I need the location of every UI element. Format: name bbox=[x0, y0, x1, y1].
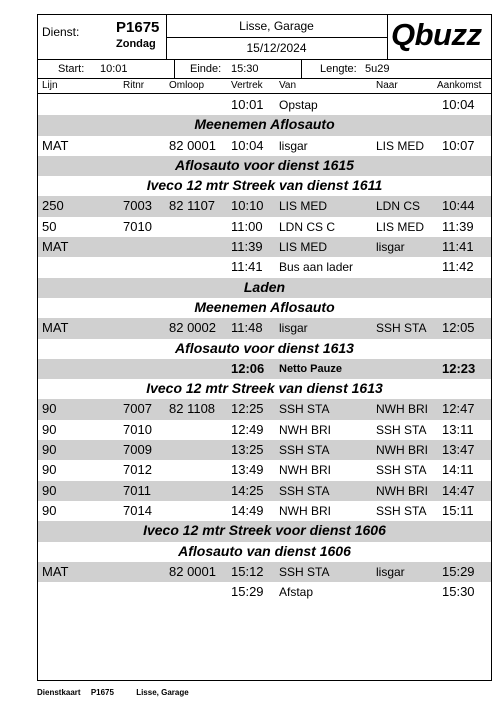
section-heading bbox=[38, 115, 491, 135]
trip-row bbox=[38, 318, 491, 338]
trip-row bbox=[38, 399, 491, 419]
end-label: Einde: bbox=[190, 63, 222, 75]
cell-omloop: 82 0002 bbox=[169, 320, 216, 336]
col-omloop: Omloop bbox=[169, 80, 205, 91]
cell-van: Opstap bbox=[279, 98, 318, 112]
col-aankomst: Aankomst bbox=[437, 80, 482, 91]
cell-vertrek: 15:12 bbox=[231, 563, 264, 579]
cell-omloop: 82 1108 bbox=[169, 401, 216, 417]
cell-vertrek: 11:48 bbox=[231, 320, 263, 336]
cell-ritnr: 7007 bbox=[123, 401, 152, 417]
cell-vertrek: 11:41 bbox=[231, 259, 263, 275]
cell-aankomst: 10:04 bbox=[442, 97, 475, 112]
trip-row bbox=[38, 460, 491, 480]
cell-vertrek: 11:39 bbox=[231, 239, 263, 255]
cell-ritnr: 7009 bbox=[123, 442, 152, 458]
cell-lijn: 90 bbox=[42, 401, 57, 417]
section-heading-text: Meenemen Aflosauto bbox=[194, 116, 335, 133]
cell-aankomst: 11:42 bbox=[442, 259, 474, 275]
cell-lijn: 90 bbox=[42, 462, 57, 478]
cell-naar: LIS MED bbox=[376, 219, 425, 234]
cell-aankomst: 14:47 bbox=[442, 482, 475, 498]
cell-lijn: MAT bbox=[42, 239, 69, 255]
cell-vertrek: 11:00 bbox=[231, 218, 263, 234]
qbuzz-logo: Qbuzz bbox=[391, 17, 482, 52]
col-lijn: Lijn bbox=[42, 80, 58, 91]
cell-vertrek: 10:10 bbox=[231, 198, 264, 214]
section-heading-text: Iveco 12 mtr Streek van dienst 1613 bbox=[146, 380, 383, 397]
cell-vertrek: 15:29 bbox=[231, 584, 264, 600]
cell-lijn: 90 bbox=[42, 482, 57, 498]
cell-van: Bus aan lader bbox=[279, 260, 354, 275]
cell-van: LDN CS C bbox=[279, 219, 336, 234]
cell-naar: lisgar bbox=[376, 564, 405, 579]
cell-van: lisgar bbox=[279, 321, 308, 336]
cell-ritnr: 7011 bbox=[123, 482, 151, 498]
section-heading-text: Iveco 12 mtr Streek van dienst 1611 bbox=[146, 177, 383, 194]
cell-van: LIS MED bbox=[279, 199, 328, 214]
times-row bbox=[38, 59, 491, 79]
cell-naar: SSH STA bbox=[376, 422, 427, 437]
pause-row bbox=[38, 359, 491, 379]
section-heading bbox=[38, 278, 491, 298]
cell-lijn: 50 bbox=[42, 218, 57, 234]
cell-aankomst: 12:05 bbox=[442, 320, 475, 336]
trip-row bbox=[38, 501, 491, 521]
cell-naar: lisgar bbox=[376, 240, 405, 255]
divider bbox=[301, 60, 302, 78]
cell-naar: SSH STA bbox=[376, 463, 427, 478]
cell-lijn: 250 bbox=[42, 198, 64, 214]
day-name: Zondag bbox=[116, 38, 156, 50]
trip-row bbox=[38, 481, 491, 501]
cell-vertrek: 14:25 bbox=[231, 482, 264, 498]
cell-lijn: MAT bbox=[42, 563, 69, 579]
cell-van: SSH STA bbox=[279, 483, 330, 498]
cell-ritnr: 7014 bbox=[123, 502, 152, 518]
cell-naar: NWH BRI bbox=[376, 443, 428, 458]
divider bbox=[166, 37, 387, 38]
cell-van: LIS MED bbox=[279, 240, 328, 255]
trip-row bbox=[38, 136, 491, 156]
cell-naar: SSH STA bbox=[376, 321, 427, 336]
trip-row bbox=[38, 196, 491, 216]
cell-naar: NWH BRI bbox=[376, 402, 428, 417]
pause-end: 12:23 bbox=[442, 360, 476, 376]
section-heading bbox=[38, 176, 491, 196]
cell-aankomst: 11:39 bbox=[442, 218, 474, 234]
cell-vertrek: 12:49 bbox=[231, 421, 264, 437]
cell-van: SSH STA bbox=[279, 564, 330, 579]
section-heading-text: Aflosauto van dienst 1606 bbox=[178, 542, 351, 559]
cell-aankomst: 13:47 bbox=[442, 442, 475, 458]
trip-row bbox=[38, 217, 491, 237]
cell-omloop: 82 0001 bbox=[169, 137, 216, 153]
cell-lijn: 90 bbox=[42, 502, 57, 518]
cell-ritnr: 7010 bbox=[123, 421, 152, 437]
cell-van: SSH STA bbox=[279, 402, 330, 417]
cell-ritnr: 7012 bbox=[123, 462, 152, 478]
col-vertrek: Vertrek bbox=[231, 80, 263, 91]
cell-van: NWH BRI bbox=[279, 422, 331, 437]
cell-vertrek: 12:25 bbox=[231, 401, 264, 417]
cell-van: NWH BRI bbox=[279, 463, 331, 478]
section-heading bbox=[38, 521, 491, 541]
column-header bbox=[38, 80, 491, 94]
length-value: 5u29 bbox=[365, 63, 390, 75]
start-time: 10:01 bbox=[100, 63, 128, 75]
footer-label: Dienstkaart bbox=[37, 688, 81, 697]
duty-card bbox=[37, 14, 492, 681]
cell-omloop: 82 1107 bbox=[169, 198, 216, 214]
cell-aankomst: 14:11 bbox=[442, 462, 474, 478]
trip-row bbox=[38, 420, 491, 440]
cell-naar: LDN CS bbox=[376, 199, 421, 214]
cell-naar: NWH BRI bbox=[376, 483, 428, 498]
section-heading bbox=[38, 298, 491, 318]
cell-lijn: MAT bbox=[42, 137, 69, 153]
cell-van: lisgar bbox=[279, 138, 308, 153]
section-heading bbox=[38, 156, 491, 176]
section-heading-text: Aflosauto voor dienst 1613 bbox=[175, 339, 354, 356]
cell-omloop: 82 0001 bbox=[169, 563, 216, 579]
cell-aankomst: 15:29 bbox=[442, 563, 475, 579]
col-ritnr: Ritnr bbox=[123, 80, 145, 91]
cell-van: NWH BRI bbox=[279, 503, 331, 518]
footer bbox=[37, 688, 209, 697]
cell-aankomst: 12:47 bbox=[442, 401, 475, 417]
cell-van: SSH STA bbox=[279, 443, 330, 458]
cell-lijn: 90 bbox=[42, 442, 57, 458]
cell-aankomst: 15:30 bbox=[442, 584, 475, 600]
col-van: Van bbox=[279, 80, 297, 91]
cell-naar: SSH STA bbox=[376, 503, 427, 518]
end-time: 15:30 bbox=[231, 63, 259, 75]
card-header bbox=[38, 15, 491, 59]
cell-aankomst: 11:41 bbox=[442, 239, 474, 255]
divider bbox=[387, 15, 388, 59]
col-naar: Naar bbox=[376, 80, 398, 91]
cell-vertrek: 14:49 bbox=[231, 502, 264, 518]
location: Lisse, Garage bbox=[239, 19, 314, 33]
footer-dienst: P1675 bbox=[90, 688, 114, 697]
trip-row bbox=[38, 95, 491, 115]
start-label: Start: bbox=[58, 63, 85, 75]
cell-aankomst: 13:11 bbox=[442, 421, 474, 437]
dienst-label: Dienst: bbox=[42, 25, 80, 39]
section-heading bbox=[38, 542, 491, 562]
section-heading-text: Aflosauto voor dienst 1615 bbox=[175, 156, 354, 173]
trip-row bbox=[38, 582, 491, 602]
length-label: Lengte: bbox=[320, 63, 357, 75]
cell-naar: LIS MED bbox=[376, 138, 425, 153]
cell-aankomst: 15:11 bbox=[442, 502, 474, 518]
cell-lijn: MAT bbox=[42, 320, 69, 336]
cell-lijn: 90 bbox=[42, 421, 57, 437]
cell-van: Afstap bbox=[279, 585, 314, 600]
date: 15/12/2024 bbox=[246, 41, 307, 55]
cell-vertrek: 10:04 bbox=[231, 137, 264, 153]
cell-vertrek: 13:25 bbox=[231, 442, 264, 458]
dienst-number: P1675 bbox=[116, 19, 160, 36]
trip-row bbox=[38, 440, 491, 460]
pause-start: 12:06 bbox=[231, 360, 265, 376]
section-heading-text: Laden bbox=[243, 278, 286, 295]
divider bbox=[174, 60, 175, 78]
cell-aankomst: 10:07 bbox=[442, 137, 475, 153]
cell-vertrek: 10:01 bbox=[231, 97, 264, 112]
trip-row bbox=[38, 237, 491, 257]
cell-vertrek: 13:49 bbox=[231, 462, 264, 478]
section-heading-text: Meenemen Aflosauto bbox=[194, 298, 335, 315]
trip-row bbox=[38, 257, 491, 277]
footer-location: Lisse, Garage bbox=[136, 688, 189, 697]
cell-aankomst: 10:44 bbox=[442, 198, 475, 214]
pause-label: Netto Pauze bbox=[279, 362, 342, 375]
cell-ritnr: 7003 bbox=[123, 198, 152, 214]
section-heading bbox=[38, 339, 491, 359]
cell-ritnr: 7010 bbox=[123, 218, 152, 234]
section-heading bbox=[38, 379, 491, 399]
trip-list bbox=[38, 95, 491, 602]
trip-row bbox=[38, 562, 491, 582]
section-heading-text: Iveco 12 mtr Streek voor dienst 1606 bbox=[143, 522, 386, 539]
